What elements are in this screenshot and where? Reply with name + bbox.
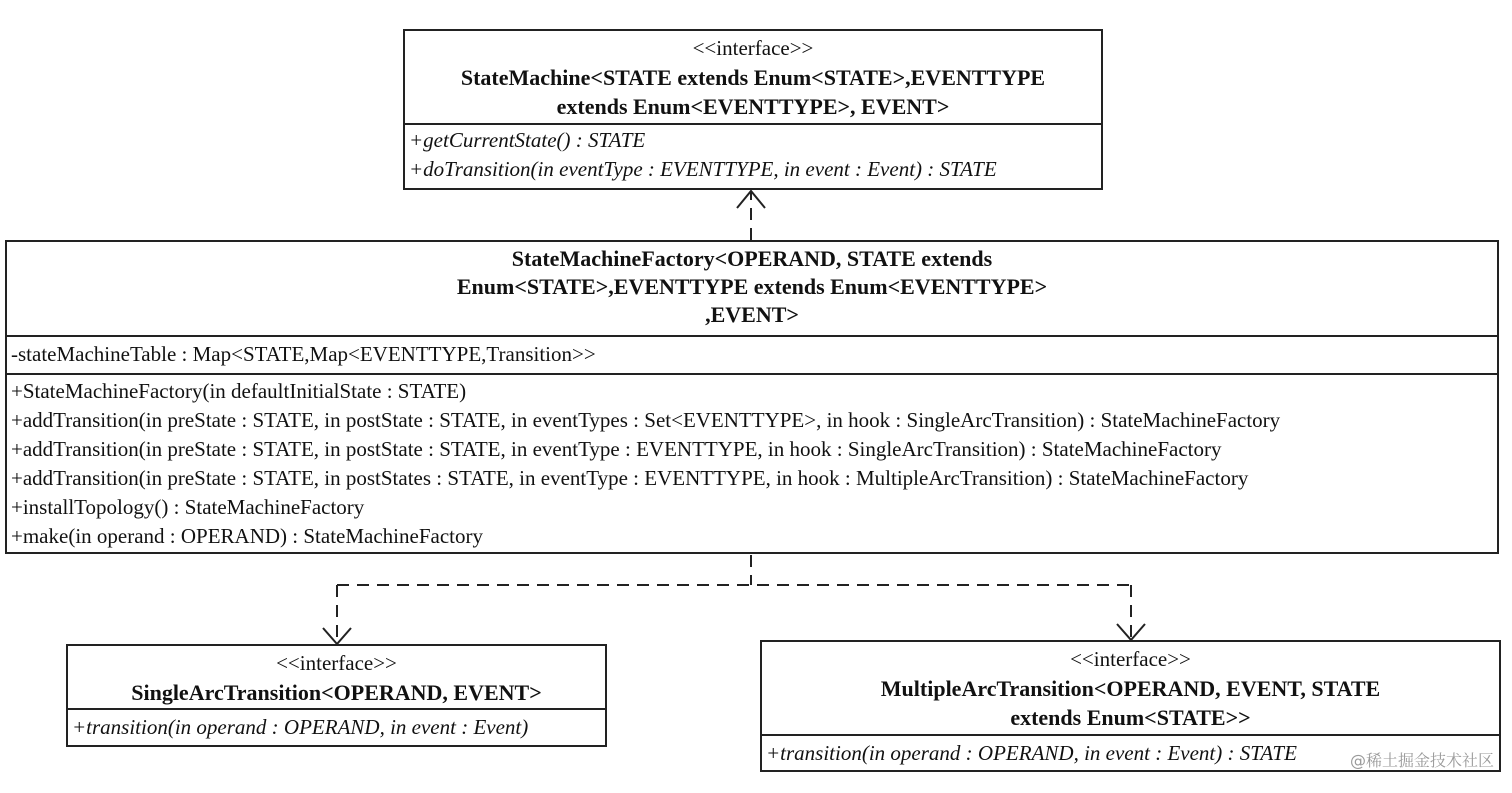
factory-operation: +addTransition(in preState : STATE, in postState : STATE, in eventTypes : Set<EVENTTYPE>, in hook : SingleArcTransition) : StateMachineFactory [11,408,1281,432]
multiple-arc-operation: +transition(in operand : OPERAND, in event : Event) : STATE [766,741,1297,765]
single-arc-operation: +transition(in operand : OPERAND, in event : Event) [72,715,529,739]
multiple-arc-header [762,642,1499,736]
factory-attribute: -stateMachineTable : Map<STATE,Map<EVENTTYPE,Transition>> [11,342,596,366]
factory-header [7,242,1497,337]
statemachine-operation: +doTransition(in eventType : EVENTTYPE, in event : Event) : STATE [409,157,997,181]
factory-title-line-3: ,EVENT> [705,302,799,327]
statemachine-title-line-1: StateMachine<STATE extends Enum<STATE>,EVENTTYPE [460,65,1046,90]
statemachinefactory-class-box[interactable] [5,240,1499,554]
statemachine-operations [405,125,1101,184]
single-arc-operations [68,710,605,742]
single-arc-title: SingleArcTransition<OPERAND, EVENT> [131,680,542,705]
factory-operations [7,375,1497,551]
statemachine-operation: +getCurrentState() : STATE [409,128,646,152]
statemachine-title-line-2: extends Enum<EVENTTYPE>, EVENT> [556,94,950,119]
watermark-text: @稀土掘金技术社区 [1349,751,1494,770]
statemachine-stereotype: <<interface>> [692,36,814,60]
multiple-arc-title-line-2: extends Enum<STATE>> [1010,705,1251,730]
singlearctransition-interface-box[interactable] [66,644,607,747]
factory-operation: +make(in operand : OPERAND) : StateMachineFactory [11,524,483,548]
factory-operation: +installTopology() : StateMachineFactory [11,495,365,519]
multiple-arc-title-line-1: MultipleArcTransition<OPERAND, EVENT, STATE [880,676,1381,701]
statemachine-header [405,31,1101,125]
single-arc-header [68,646,605,710]
factory-title-line-1: StateMachineFactory<OPERAND, STATE extends [511,246,993,271]
factory-operation: +addTransition(in preState : STATE, in postState : STATE, in eventType : EVENTTYPE, in hook : SingleArcTransition) : StateMachineFactory [11,437,1222,461]
statemachine-interface-box[interactable] [403,29,1103,190]
single-arc-stereotype: <<interface>> [276,651,397,675]
multiple-arc-stereotype: <<interface>> [1070,647,1191,671]
factory-operation: +addTransition(in preState : STATE, in postStates : STATE, in eventType : EVENTTYPE, in hook : MultipleArcTransition) : StateMachineFactory [11,466,1249,490]
factory-operation: +StateMachineFactory(in defaultInitialState : STATE) [11,379,467,403]
factory-attributes [7,337,1497,375]
factory-title-line-2: Enum<STATE>,EVENTTYPE extends Enum<EVENTTYPE> [456,274,1048,299]
